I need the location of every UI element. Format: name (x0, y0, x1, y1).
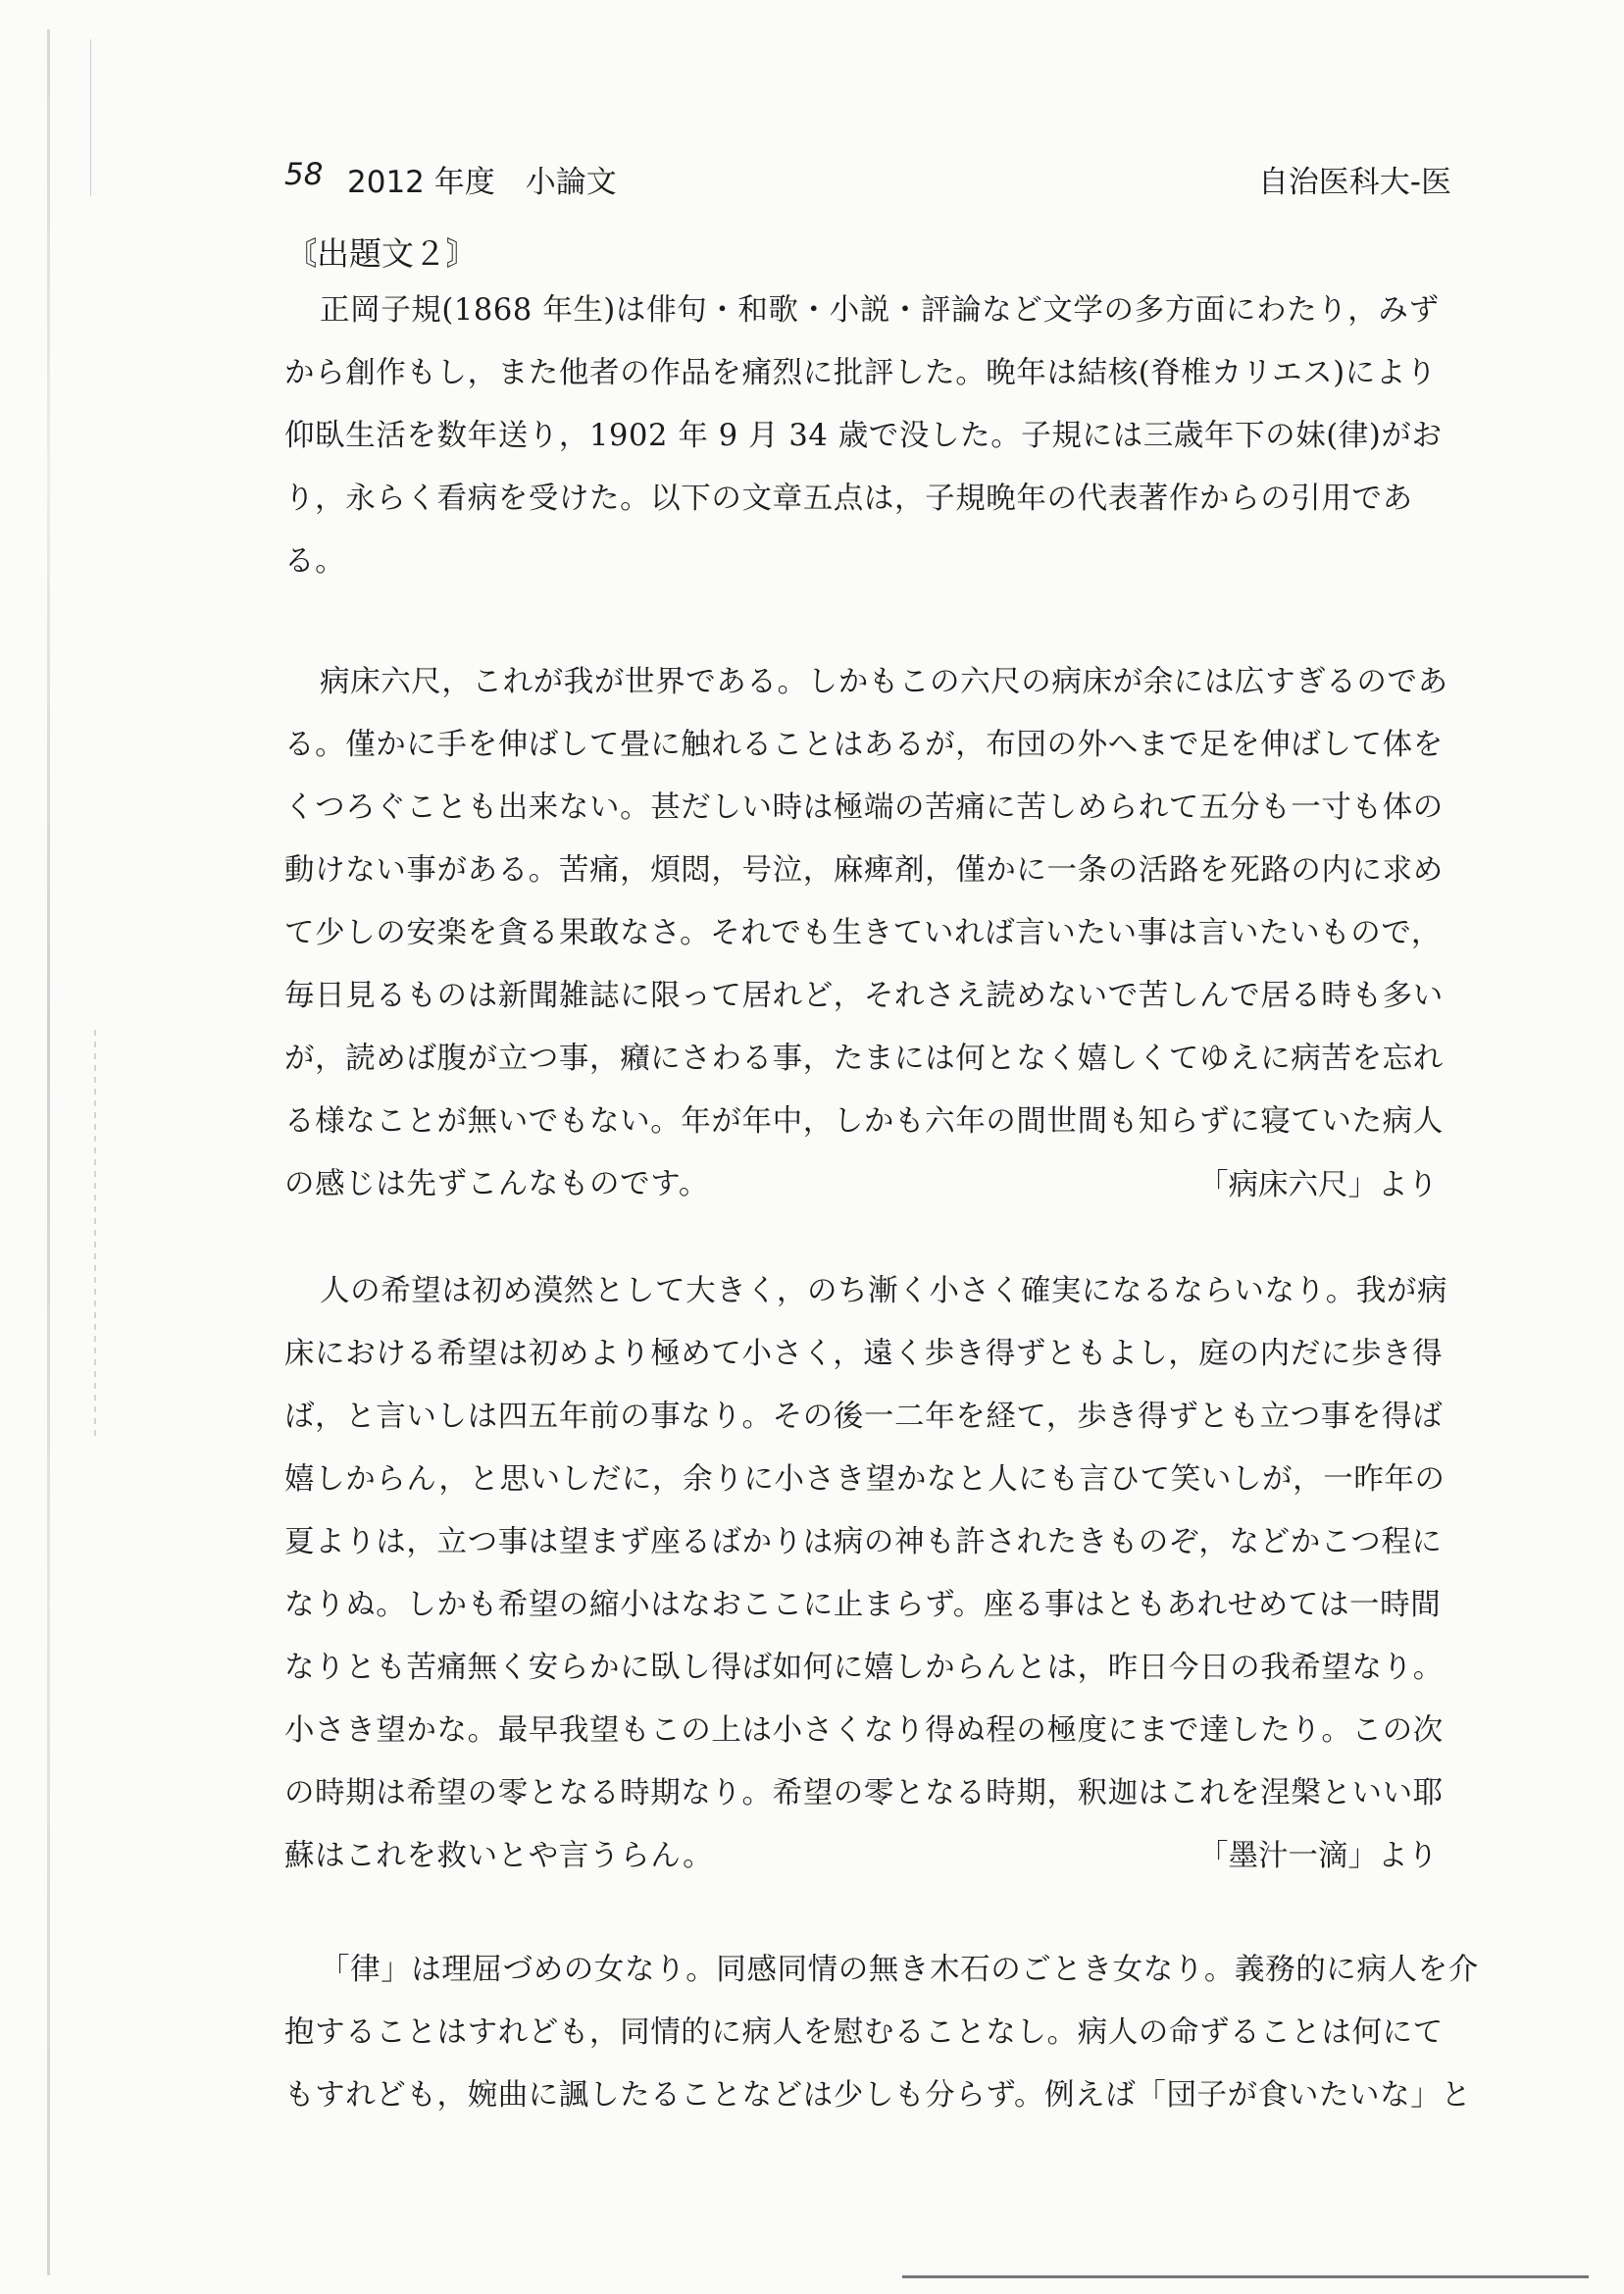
school-name: 自治医科大-医 (1257, 165, 1451, 200)
scan-artifact (902, 2275, 1589, 2278)
text-line: て少しの安楽を貪る果敢なさ。それでも生きていれば言いたい事は言いたいもので， (284, 916, 1442, 950)
scan-artifact (90, 39, 91, 196)
passage-2-source: 「墨汁一滴」より (1198, 1839, 1438, 1873)
text-line: 「律」は理屈づめの女なり。同感同情の無き木石のごとき女なり。義務的に病人を介 (320, 1953, 1479, 1987)
text-line: なりぬ。しかも希望の縮小はなおここに止まらず。座る事はともあれせめては一時間 (284, 1588, 1442, 1622)
text-line: 抱することはすれども，同情的に病人を慰むることなし。病人の命ずることは何にて (284, 2015, 1444, 2050)
text-line: なりとも苦痛無く安らかに臥し得ば如何に嬉しからんとは，昨日今日の我希望なり。 (284, 1651, 1444, 1685)
text-line: から創作もし，また他者の作品を痛烈に批評した。晩年は結核(脊椎カリエス)により (284, 356, 1438, 390)
page-header (284, 157, 1451, 206)
text-line: る。僅かに手を伸ばして畳に触れることはあるが，布団の外へまで足を伸ばして体を (284, 728, 1444, 762)
passage-1 (284, 651, 1456, 1216)
text-line: 毎日見るものは新聞雑誌に限って居れど，それさえ読めないで苦しんで居る時も多い (284, 979, 1444, 1013)
passage-1-source: 「病床六尺」より (1198, 1168, 1438, 1202)
text-line: 床における希望は初めより極めて小さく，遠く歩き得ずともよし，庭の内だに歩き得 (284, 1337, 1444, 1371)
text-line: 蘇はこれを救いとや言うらん。 (284, 1839, 714, 1873)
passage-2 (284, 1260, 1456, 1888)
text-line: 小さき望かな。最早我望もこの上は小さくなり得ぬ程の極度にまで達したり。この次 (284, 1713, 1444, 1748)
text-line: くつろぐことも出来ない。甚だしい時は極端の苦痛に苦しめられて五分も一寸も体の (284, 790, 1444, 825)
text-line: 嬉しからん，と思いしだに，余りに小さき望かなと人にも言ひて笑いしが，一昨年の (284, 1462, 1446, 1497)
passage-3 (284, 1939, 1479, 2127)
page-number: 58 (284, 157, 324, 192)
text-line: もすれども，婉曲に諷したることなどは少しも分らず。例えば「団子が食いたいな」と (284, 2078, 1472, 2113)
text-line: 人の希望は初め漠然として大きく，のち漸く小さく確実になるならいなり。我が病 (320, 1274, 1448, 1308)
text-line: が，読めば腹が立つ事，癪にさわる事，たまには何となく嬉しくてゆえに病苦を忘れ (284, 1042, 1444, 1076)
text-line: 病床六尺，これが我が世界である。しかもこの六尺の病床が余には広すぎるのであ (320, 665, 1448, 699)
text-line: る様なことが無いでもない。年が年中，しかも六年の間世間も知らずに寝ていた病人 (284, 1104, 1444, 1139)
scan-artifact (47, 29, 50, 2275)
text-line: の時期は希望の零となる時期なり。希望の零となる時期，釈迦はこれを涅槃といい耶 (284, 1776, 1444, 1810)
text-line: 正岡子規(1868 年生)は俳句・和歌・小説・評論など文学の多方面にわたり，みず (320, 293, 1440, 328)
text-line: 仰臥生活を数年送り，1902 年 9 月 34 歳で没した。子規には三歳年下の妹(律)がお (284, 419, 1443, 453)
text-line: り，永らく看病を受けた。以下の文章五点は，子規晩年の代表著作からの引用であ (284, 482, 1413, 516)
text-line: ば，と言いしは四五年前の事なり。その後一二年を経て，歩き得ずとも立つ事を得ば (284, 1400, 1444, 1434)
text-line: 動けない事がある。苦痛，煩悶，号泣，麻痺剤，僅かに一条の活路を死路の内に求め (284, 853, 1444, 888)
section-title: 〘出題文２〙 (284, 234, 479, 273)
text-line: る。 (284, 544, 346, 579)
scan-artifact (94, 1030, 96, 1442)
intro-paragraph (284, 280, 1456, 593)
year-subject: 2012 年度 小論文 (347, 165, 617, 200)
text-line: の感じは先ずこんなものです。 (284, 1167, 709, 1201)
text-line: 夏よりは，立つ事は望まず座るばかりは病の神も許されたきものぞ，などかこつ程に (284, 1525, 1443, 1559)
